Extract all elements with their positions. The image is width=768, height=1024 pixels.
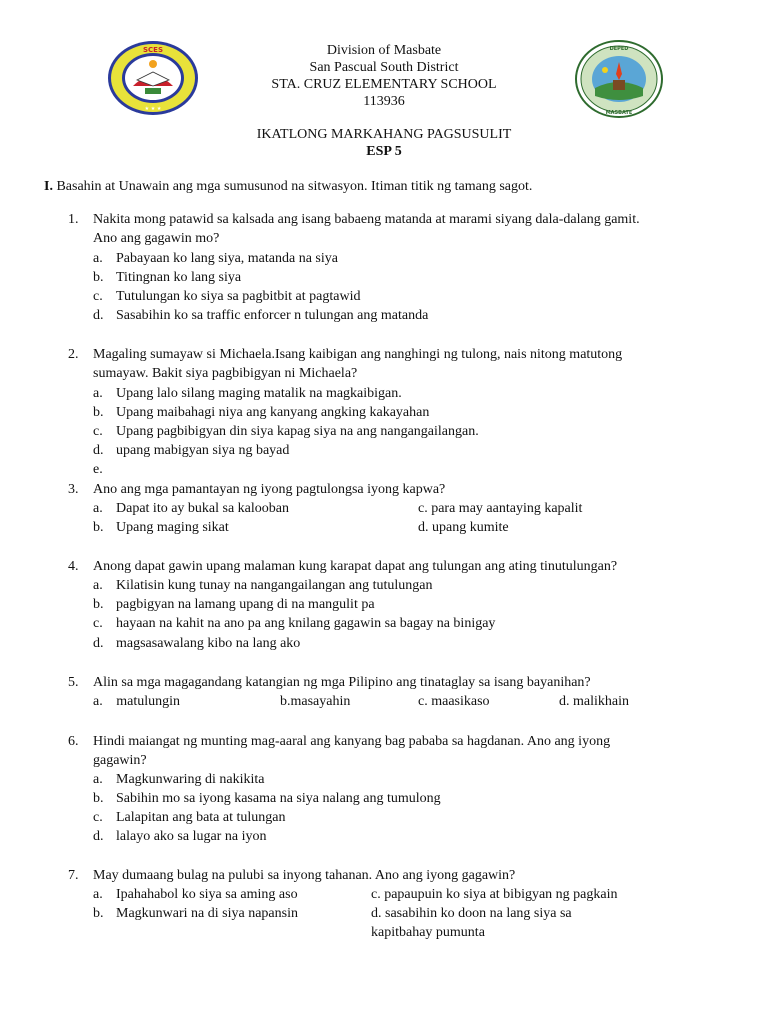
deped-division-seal-logo bbox=[575, 40, 663, 118]
question-text bbox=[93, 210, 713, 248]
option-letter: d. bbox=[93, 308, 104, 323]
question-line: Nakita mong patawid sa kalsada ang isang babaeng matanda at marami siyang dala-dalang gamit. bbox=[93, 212, 640, 227]
option-c[interactable] bbox=[418, 692, 490, 711]
option-letter: c. bbox=[93, 424, 103, 439]
question-line: Alin sa mga magagandang katangian ng mga Pilipino ang tinataglay sa isang bayanihan? bbox=[93, 675, 591, 690]
option-c[interactable] bbox=[418, 499, 582, 518]
option-c[interactable] bbox=[371, 885, 618, 904]
subject-title: ESP 5 bbox=[366, 144, 402, 159]
option-text: lalayo ako sa lugar na iyon bbox=[116, 829, 267, 844]
exam-title-block bbox=[200, 126, 568, 160]
option-letter: b. bbox=[93, 791, 104, 806]
question-line: Anong dapat gawin upang malaman kung karapat dapat ang tulungan ang ating tinutulungan? bbox=[93, 559, 618, 574]
option-letter: a. bbox=[93, 694, 103, 709]
option-text: magsasawalang kibo na lang ako bbox=[116, 636, 301, 651]
option-text: c. para may aantaying kapalit bbox=[418, 501, 583, 516]
option-text: Pabayaan ko lang siya, matanda na siya bbox=[116, 251, 338, 266]
question-text bbox=[93, 480, 713, 499]
question-line: sumayaw. Bakit siya pagbibigyan ni Michaela? bbox=[93, 366, 358, 381]
option-letter: a. bbox=[93, 251, 103, 266]
question-text bbox=[93, 345, 713, 383]
svg-text:MASBATE: MASBATE bbox=[605, 110, 633, 116]
option-text: c. papaupuin ko siya at bibigyan ng pagkain bbox=[371, 887, 618, 902]
option-text: Upang lalo silang maging matalik na magkaibigan. bbox=[116, 386, 402, 401]
question-line: Hindi maiangat ng munting mag-aaral ang kanyang bag pababa sa hagdanan. Ano ang iyong bbox=[93, 734, 611, 749]
option-letter: b. bbox=[93, 906, 104, 921]
instructions bbox=[44, 178, 532, 195]
question-line: Magaling sumayaw si Michaela.Isang kaibigan ang nanghingi ng tulong, nais nitong matutong bbox=[93, 347, 623, 362]
option-letter: b. bbox=[93, 405, 104, 420]
question-number: 5. bbox=[68, 675, 79, 690]
svg-text:★ ★ ★: ★ ★ ★ bbox=[144, 106, 162, 112]
option-text: pagbigyan na lamang upang di na mangulit pa bbox=[116, 597, 375, 612]
option-letter: b. bbox=[93, 520, 104, 535]
svg-text:DEPED: DEPED bbox=[609, 46, 629, 52]
question-number: 2. bbox=[68, 347, 79, 362]
exam-title: IKATLONG MARKAHANG PAGSUSULIT bbox=[256, 127, 512, 142]
school-seal-logo bbox=[107, 40, 199, 116]
option-text: c. maasikaso bbox=[418, 694, 490, 709]
division-name: Division of Masbate bbox=[326, 43, 442, 58]
option-letter: d. bbox=[93, 829, 104, 844]
option-letter: e. bbox=[93, 462, 103, 477]
option-letter: c. bbox=[93, 810, 103, 825]
school-name: STA. CRUZ ELEMENTARY SCHOOL bbox=[271, 77, 497, 92]
question-line: May dumaang bulag na pulubi sa inyong tahanan. Ano ang iyong gagawin? bbox=[93, 868, 516, 883]
question-number: 1. bbox=[68, 212, 79, 227]
question-line: Ano ang mga pamantayan ng iyong pagtulongsa iyong kapwa? bbox=[93, 482, 446, 497]
svg-text:SCES: SCES bbox=[142, 46, 164, 54]
option-d[interactable] bbox=[559, 692, 629, 711]
option-text: Ipahahabol ko siya sa aming aso bbox=[116, 887, 298, 902]
option-letter: d. bbox=[93, 636, 104, 651]
question-number: 3. bbox=[68, 482, 79, 497]
option-letter: a. bbox=[93, 772, 103, 787]
option-text: Upang maibahagi niya ang kanyang angking kakayahan bbox=[116, 405, 430, 420]
option-letter: c. bbox=[93, 289, 103, 304]
option-text: matulungin bbox=[116, 694, 180, 709]
school-header bbox=[200, 42, 568, 110]
option-b[interactable] bbox=[280, 692, 350, 711]
option-text: d. malikhain bbox=[559, 694, 629, 709]
section-numeral: I. bbox=[44, 179, 53, 194]
question-text bbox=[93, 673, 713, 692]
option-d[interactable] bbox=[418, 518, 509, 537]
option-text: d. upang kumite bbox=[418, 520, 509, 535]
option-a[interactable] bbox=[93, 692, 180, 711]
question-number: 6. bbox=[68, 734, 79, 749]
option-letter: a. bbox=[93, 501, 103, 516]
district-name: San Pascual South District bbox=[309, 60, 459, 75]
option-letter: d. bbox=[93, 443, 104, 458]
option-letter: a. bbox=[93, 578, 103, 593]
option-text: upang mabigyan siya ng bayad bbox=[116, 443, 290, 458]
question-number: 4. bbox=[68, 559, 79, 574]
option-text: Sasabihin ko sa traffic enforcer n tulungan ang matanda bbox=[116, 308, 429, 323]
option-text: Magkunwaring di nakikita bbox=[116, 772, 265, 787]
option-text: b.masayahin bbox=[280, 694, 351, 709]
option-text: hayaan na kahit na ano pa ang knilang gagawin sa bagay na binigay bbox=[116, 616, 496, 631]
option-letter: a. bbox=[93, 386, 103, 401]
option-text: kapitbahay pumunta bbox=[371, 925, 485, 940]
instructions-text: Basahin at Unawain ang mga sumusunod na sitwasyon. Itiman titik ng tamang sagot. bbox=[56, 179, 533, 194]
question-text bbox=[93, 557, 713, 576]
option-text: Kilatisin kung tunay na nangangailangan ang tutulungan bbox=[116, 578, 433, 593]
question-text bbox=[93, 866, 713, 885]
option-text: Lalapitan ang bata at tulungan bbox=[116, 810, 286, 825]
option-text: Upang pagbibigyan din siya kapag siya na ang nangangailangan. bbox=[116, 424, 479, 439]
option-text: Upang maging sikat bbox=[116, 520, 229, 535]
option-d[interactable] bbox=[371, 904, 572, 923]
option-text: Magkunwari na di siya napansin bbox=[116, 906, 298, 921]
option-letter: b. bbox=[93, 270, 104, 285]
option-text: Titingnan ko lang siya bbox=[116, 270, 242, 285]
school-id: 113936 bbox=[363, 94, 405, 109]
question-text bbox=[93, 732, 713, 770]
question-number: 7. bbox=[68, 868, 79, 883]
question-line: gagawin? bbox=[93, 753, 147, 768]
option-text: Tutulungan ko siya sa pagbitbit at pagtawid bbox=[116, 289, 361, 304]
option-letter: b. bbox=[93, 597, 104, 612]
option-text: Dapat ito ay bukal sa kalooban bbox=[116, 501, 290, 516]
option-text: d. sasabihin ko doon na lang siya sa bbox=[371, 906, 572, 921]
question-line: Ano ang gagawin mo? bbox=[93, 231, 220, 246]
option-d-continued bbox=[371, 923, 485, 942]
option-text: Sabihin mo sa iyong kasama na siya nalang ang tumulong bbox=[116, 791, 441, 806]
option-letter: a. bbox=[93, 887, 103, 902]
option-letter: c. bbox=[93, 616, 103, 631]
